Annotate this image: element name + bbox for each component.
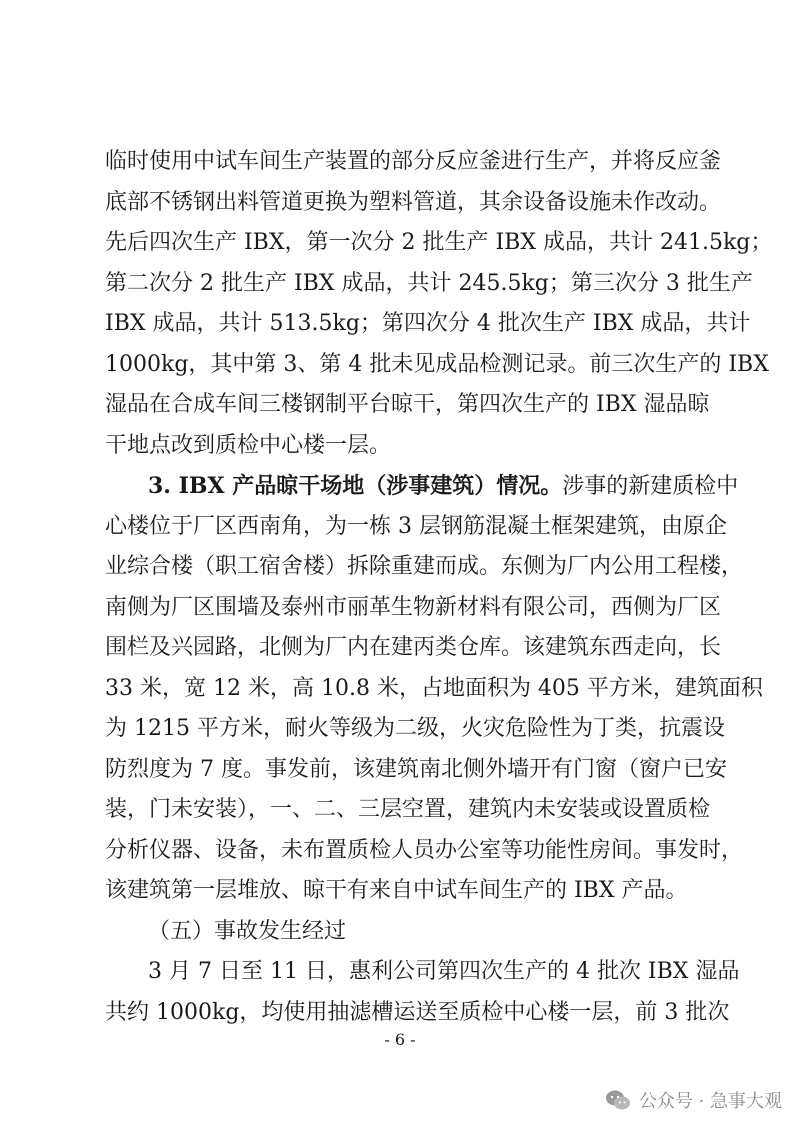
- paragraph-2-line-9: 装，门未安装），一、二、三层空置，建筑内未安装或设置质检: [105, 797, 711, 822]
- paragraph-2-line-11: 该建筑第一层堆放、晾干有来自中试车间生产的 IBX 产品。: [105, 878, 688, 903]
- paragraph-2-line-10: 分析仪器、设备，未布置质检人员办公室等功能性房间。事发时，: [105, 837, 744, 863]
- page-number: - 6 -: [384, 1030, 416, 1049]
- paragraph-1-line-4: 第二次分 2 批生产 IBX 成品，共计 245.5kg；第三次分 3 批生产: [105, 270, 753, 296]
- paragraph-2-line-6: 33 米，宽 12 米，高 10.8 米，占地面积为 405 平方米，建筑面积: [105, 675, 763, 701]
- wechat-icon: [605, 1089, 631, 1111]
- paragraph-1-line-1: 临时使用中试车间生产装置的部分反应釜进行生产，并将反应釜: [105, 149, 722, 174]
- paragraph-2-line-2: 心楼位于厂区西南角，为一栋 3 层钢筋混凝土框架建筑，由原企: [105, 513, 727, 539]
- paragraph-3-line-1-visible: 3 月 7 日至 11 日，惠利公司第四次生产的 4 批次 IBX 湿品: [148, 959, 740, 984]
- paragraph-1-line-8: 干地点改到质检中心楼一层。: [105, 432, 392, 458]
- paragraph-1-line-6: 1000kg，其中第 3、第 4 批未见成品检测记录。前三次生产的 IBX: [105, 351, 769, 377]
- paragraph-2-first-line-rest: 涉事的新建质检中: [562, 474, 739, 499]
- paragraph-2-line-7: 为 1215 平方米，耐火等级为二级，火灾危险性为丁类，抗震设: [105, 716, 725, 741]
- paragraph-1-line-7: 湿品在合成车间三楼钢制平台晾干，第四次生产的 IBX 湿品晾: [105, 392, 710, 417]
- paragraph-2-heading: 3. IBX 产品晾干场地（涉事建筑）情况。: [148, 473, 563, 499]
- paragraph-3-line-2: 共约 1000kg，均使用抽滤槽运送至质检中心楼一层，前 3 批次: [105, 999, 730, 1025]
- paragraph-1-line-5: IBX 成品，共计 513.5kg；第四次分 4 批次生产 IBX 成品，共计: [105, 311, 751, 336]
- watermark-text: 公众号 · 急事大观: [638, 1091, 782, 1112]
- paragraph-2-line-4: 南侧为厂区围墙及泰州市丽革生物新材料有限公司，西侧为厂区: [105, 594, 722, 620]
- section-heading: （五）事故发生经过: [148, 918, 347, 944]
- paragraph-1-line-3: 先后四次生产 IBX，第一次分 2 批生产 IBX 成品，共计 241.5kg；: [105, 230, 773, 255]
- paragraph-2-line-5: 围栏及兴园路，北侧为厂内在建丙类仓库。该建筑东西走向，长: [105, 635, 722, 660]
- paragraph-2-line-1: [148, 466, 739, 506]
- paragraph-2-line-3: 业综合楼（职工宿舍楼）拆除重建而成。东侧为厂内公用工程楼，: [105, 554, 744, 579]
- watermark: [605, 1086, 782, 1114]
- paragraph-1-line-2: 底部不锈钢出料管道更换为塑料管道，其余设备设施未作改动。: [105, 189, 722, 215]
- paragraph-2-line-8: 防烈度为 7 度。事发前，该建筑南北侧外墙开有门窗（窗户已安: [105, 756, 727, 782]
